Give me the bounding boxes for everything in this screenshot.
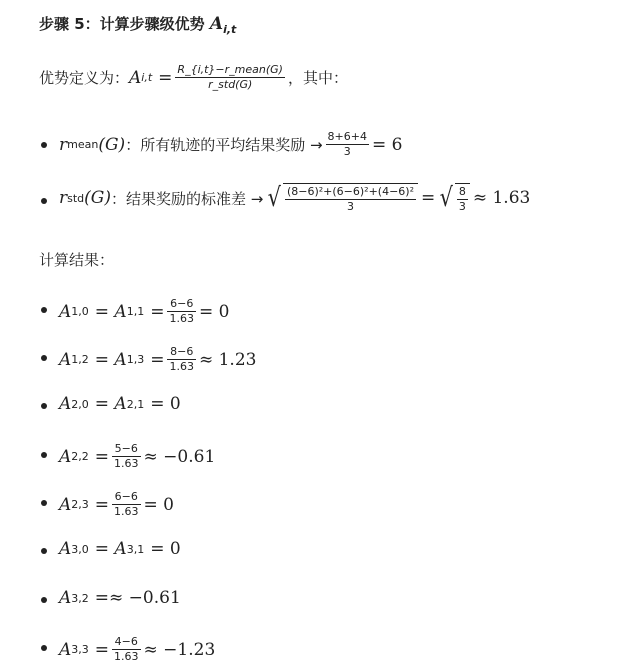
rstd-sqrt2 <box>438 183 470 213</box>
result-eq: = <box>94 494 110 515</box>
result-numerator: 6−6 <box>112 491 141 505</box>
step-heading <box>39 13 236 36</box>
result-lhs: A <box>59 446 72 467</box>
result-lhs: A <box>59 588 72 608</box>
result-lhs: A <box>59 539 72 559</box>
rstd-sqrt2-fraction <box>457 186 468 213</box>
result-mid-sub: 2,1 <box>126 397 145 411</box>
step-heading-text: 步骤 5：计算步骤级优势 <box>39 15 205 33</box>
rstd-sqrt2-denominator: 3 <box>458 200 466 213</box>
list-item-rmean <box>59 131 402 158</box>
rmean-fraction <box>326 131 369 158</box>
result-item <box>59 394 181 414</box>
result-value: ≈ −0.61 <box>143 446 216 467</box>
result-numerator: 5−6 <box>112 443 141 457</box>
result-denominator: 1.63 <box>169 312 194 325</box>
result-lhs: A <box>59 494 72 515</box>
result-lhs-sub: 3,2 <box>71 591 89 605</box>
rmean-numerator: 8+6+4 <box>327 130 367 143</box>
result-mid: = A <box>94 539 127 559</box>
result-item <box>59 491 174 518</box>
result-mid: = A <box>94 394 127 414</box>
result-denominator: 1.63 <box>114 650 139 663</box>
definition-lhs: A <box>129 67 142 88</box>
result-lhs: A <box>59 301 72 322</box>
rstd-symbol: r <box>59 188 68 208</box>
rstd-inner-fraction <box>285 186 416 213</box>
result-value: = 0 <box>150 539 181 559</box>
result-mid-sub: 1,1 <box>126 305 145 318</box>
bullet-dot <box>41 355 47 361</box>
result-eq: = <box>150 301 165 322</box>
result-fraction <box>112 491 141 518</box>
rstd-text: ：结果奖励的标准差 → <box>111 189 264 208</box>
rmean-arg: (G) <box>98 134 126 155</box>
rstd-sqrt <box>266 183 418 213</box>
result-lhs: A <box>59 349 72 370</box>
bullet-dot <box>41 142 47 148</box>
results-label: 计算结果： <box>39 251 115 269</box>
rstd-result: ≈ 1.63 <box>472 188 531 208</box>
result-value: ≈ −1.23 <box>143 639 216 660</box>
rmean-denominator: 3 <box>343 145 351 158</box>
result-denominator: 1.63 <box>169 360 194 373</box>
result-eq: = <box>94 446 110 467</box>
result-value: = 0 <box>150 394 181 414</box>
rmean-symbol: r <box>59 134 68 155</box>
result-mid: = A <box>94 349 127 370</box>
definition-lhs-sub: i,t <box>141 71 153 84</box>
result-fraction <box>167 298 196 325</box>
result-lhs: A <box>59 394 72 414</box>
bullet-dot <box>41 597 47 603</box>
bullet-dot <box>41 645 47 651</box>
result-value: = 0 <box>198 301 230 322</box>
result-lhs-sub: 3,3 <box>71 643 89 656</box>
definition-line <box>39 64 348 91</box>
result-lhs-sub: 2,2 <box>71 450 89 463</box>
result-item <box>59 636 215 663</box>
result-eq: = <box>94 639 110 660</box>
bullet-dot <box>41 198 47 204</box>
results-label-line <box>39 249 114 270</box>
result-item <box>59 539 181 559</box>
result-lhs: A <box>59 639 72 660</box>
result-numerator: 4−6 <box>112 636 141 650</box>
result-fraction <box>112 443 141 470</box>
definition-fraction <box>175 64 285 91</box>
definition-denominator: r_std(G) <box>208 78 253 91</box>
rstd-sqrt2-numerator: 8 <box>458 185 466 198</box>
bullet-dot <box>41 403 47 409</box>
rstd-sqrt-denominator: 3 <box>346 200 354 213</box>
list-item-rstd <box>59 183 530 213</box>
result-mid-sub: 1,3 <box>126 353 145 366</box>
definition-prefix: 优势定义为： <box>39 69 130 87</box>
bullet-dot <box>41 548 47 554</box>
result-lhs-sub: 2,0 <box>71 397 89 411</box>
step-heading-subscript: i,t <box>223 23 237 36</box>
step-heading-symbol: A <box>209 14 224 34</box>
result-numerator: 6−6 <box>167 298 196 312</box>
result-item <box>59 443 215 470</box>
result-value: =≈ −0.61 <box>94 588 181 608</box>
result-denominator: 1.63 <box>114 505 139 518</box>
result-mid-sub: 3,1 <box>126 542 145 556</box>
bullet-dot <box>41 307 47 313</box>
result-value: = 0 <box>143 494 174 515</box>
result-lhs-sub: 1,2 <box>71 353 89 366</box>
result-numerator: 8−6 <box>167 346 196 360</box>
definition-suffix: ，其中： <box>287 69 348 87</box>
rmean-sub: mean <box>67 138 99 151</box>
rmean-result: = 6 <box>371 134 403 155</box>
rstd-eq: = <box>421 188 436 208</box>
result-item <box>59 298 229 325</box>
result-fraction <box>167 346 196 373</box>
rstd-arg: (G) <box>84 188 112 208</box>
result-value: ≈ 1.23 <box>198 349 257 370</box>
result-denominator: 1.63 <box>114 457 139 470</box>
sqrt-icon: √ <box>268 183 282 213</box>
result-item <box>59 346 256 373</box>
definition-numerator: R_{i,t}−r_mean(G) <box>177 63 283 76</box>
sqrt-icon: √ <box>439 183 454 213</box>
rmean-text: ：所有轨迹的平均结果奖励 → <box>125 136 323 154</box>
result-lhs-sub: 1,0 <box>71 305 89 318</box>
result-fraction <box>112 636 141 663</box>
bullet-dot <box>41 500 47 506</box>
result-lhs-sub: 3,0 <box>71 542 89 556</box>
result-eq: = <box>150 349 165 370</box>
bullet-dot <box>41 452 47 458</box>
definition-eq: = <box>158 67 173 88</box>
result-item <box>59 588 181 608</box>
rstd-sqrt-numerator: (8−6)²+(6−6)²+(4−6)² <box>286 185 415 198</box>
result-lhs-sub: 2,3 <box>71 498 89 511</box>
rstd-sub: std <box>67 191 85 205</box>
result-mid: = A <box>94 301 127 322</box>
